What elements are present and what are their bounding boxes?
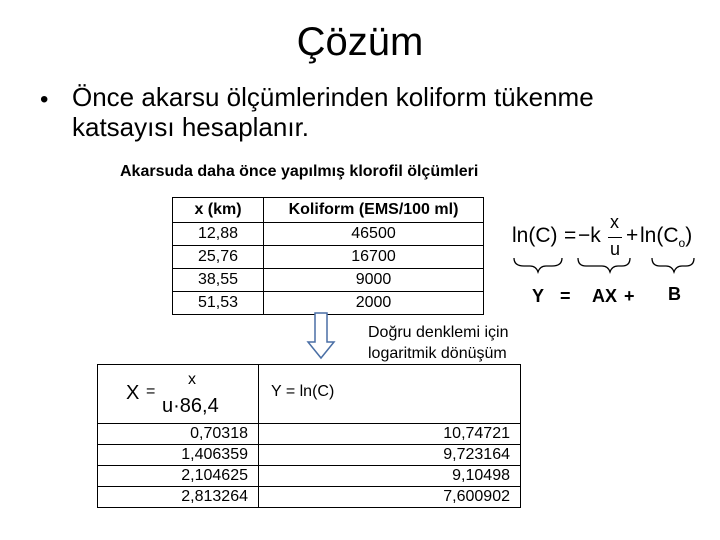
header-equals: = <box>146 383 156 400</box>
table-cell: 7,600902 <box>259 487 521 508</box>
formula-minus-k: −k <box>578 224 601 247</box>
linear-equals: = <box>560 286 571 306</box>
header-denominator: u·86,4 <box>162 395 219 417</box>
formula-plus: + <box>626 224 639 247</box>
formula-lhs: ln(C) <box>512 224 558 247</box>
table-cell: 2000 <box>264 292 484 315</box>
table-cell: 9,723164 <box>259 445 521 466</box>
table-cell: 0,70318 <box>98 424 259 445</box>
formula-fraction-denominator: u <box>610 239 621 259</box>
table1-caption: Akarsuda daha önce yapılmış klorofil ölçümleri <box>120 163 479 180</box>
linear-plus: + <box>624 286 635 306</box>
table-header-row <box>98 365 521 424</box>
header-Y: Y = ln(C) <box>271 383 335 400</box>
coliform-measurements-table <box>172 197 484 315</box>
note-line: logaritmik dönüşüm <box>368 345 507 362</box>
table-cell: 12,88 <box>173 223 264 246</box>
table-cell: 9000 <box>264 269 484 292</box>
table-row <box>173 246 484 269</box>
table-row <box>98 445 521 466</box>
bullet-text: Önce akarsu ölçümlerinden koliform tükenme katsayısı hesaplanır. <box>72 82 594 142</box>
fraction-bar <box>608 237 622 238</box>
table-cell: 51,53 <box>173 292 264 315</box>
table-row <box>98 487 521 508</box>
slide-title: Çözüm <box>296 20 424 64</box>
table-cell: 38,55 <box>173 269 264 292</box>
down-arrow-icon <box>306 312 336 360</box>
column-header: x (km) <box>173 198 264 223</box>
note-line: Doğru denklemi için <box>368 324 509 341</box>
table-cell: 10,74721 <box>259 424 521 445</box>
transformed-values-table <box>97 364 521 508</box>
header-numerator: x <box>188 371 196 388</box>
transformation-note <box>368 322 509 364</box>
column-header: Koliform (EMS/100 ml) <box>264 198 484 223</box>
log-formula <box>512 212 702 308</box>
formula-rhs: $\ln(C_o)$ <box>640 224 693 251</box>
linear-AX: AX <box>592 286 618 306</box>
linear-Y: Y <box>532 286 545 306</box>
formula-equals: = <box>564 224 577 247</box>
table-cell: 16700 <box>264 246 484 269</box>
table-cell: 9,10498 <box>259 466 521 487</box>
table-header-row <box>173 198 484 223</box>
table-cell: 2,104625 <box>98 466 259 487</box>
table-cell: 1,406359 <box>98 445 259 466</box>
underbraces <box>512 256 702 276</box>
table-cell: 2,813264 <box>98 487 259 508</box>
x-transform-header <box>98 365 259 424</box>
table-cell: 46500 <box>264 223 484 246</box>
header-X: X <box>126 382 140 404</box>
table-row <box>98 424 521 445</box>
table-cell: 25,76 <box>173 246 264 269</box>
table-row <box>173 223 484 246</box>
bullet-dot-icon: • <box>40 86 49 113</box>
table-row <box>98 466 521 487</box>
linear-B: B <box>668 284 681 304</box>
table-row <box>173 269 484 292</box>
y-transform-header <box>259 365 521 424</box>
formula-fraction-numerator: x <box>610 212 619 232</box>
